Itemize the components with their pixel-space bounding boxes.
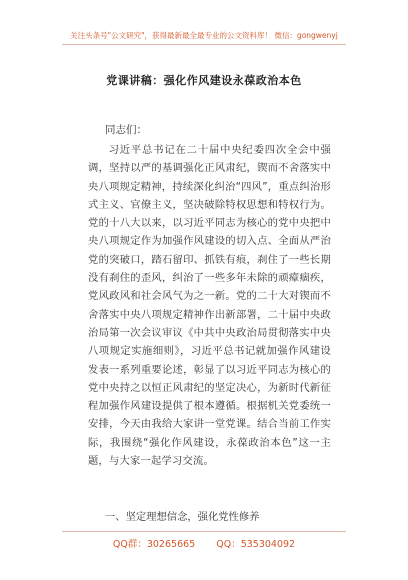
body-paragraph: 习近平总书记在二十届中央纪委四次全会中强调，坚持以严的基调强化正风肃纪，锲而不舍落实中央八项规定精神，持续深化纠治“四风”，重点纠治形式主义、官僚主义，坚决破除特权思想和特权行为。党的十八大以来，以习近平同志为核心的党中央把中央八项规定作为加强作风建设的切入点、全面从严治党的突破口，踏石留印、抓铁有痕，刹住了一些长期没有刹住的歪风，纠治了一些多年未除的顽瘴痼疾，党风政风和社会风气为之一新。党的二十大对锲而不舍落实中央八项规定精神作出新部署，二十届中央政治局第一次会议审议《中共中央政治局贯彻落实中央八项规定实施细则》，习近平总书记就加强作风建设发表一系列重要论述，彰显了以习近平同志为核心的党中央持之以恒正风肃纪的坚定决心，为新时代新征程加强作风建设提供了根本遵循。根据机关党委统一安排，今天由我给大家讲一堂党课。结合当前工作实际，我围绕“强化作风建设，永葆政治本色”这一主题，与大家一起学习交流。 xyxy=(88,144,331,468)
footer-contact xyxy=(0,536,408,550)
section-heading: 一、坚定理想信念，强化党性修养 xyxy=(105,511,260,523)
footer-qq: QQ：535304092 xyxy=(216,539,296,550)
header-notice: 关注头条号"公文研究"，获得最新最全最专业的公文资料库！ 微信：gongwenyj xyxy=(70,31,338,40)
header-divider xyxy=(62,44,346,45)
footer-divider xyxy=(62,531,346,532)
document-title: 党课讲稿：强化作风建设永葆政治本色 xyxy=(106,74,302,87)
footer-qq-group: QQ群：30265665 xyxy=(112,539,196,550)
salutation: 同志们： xyxy=(105,124,147,136)
